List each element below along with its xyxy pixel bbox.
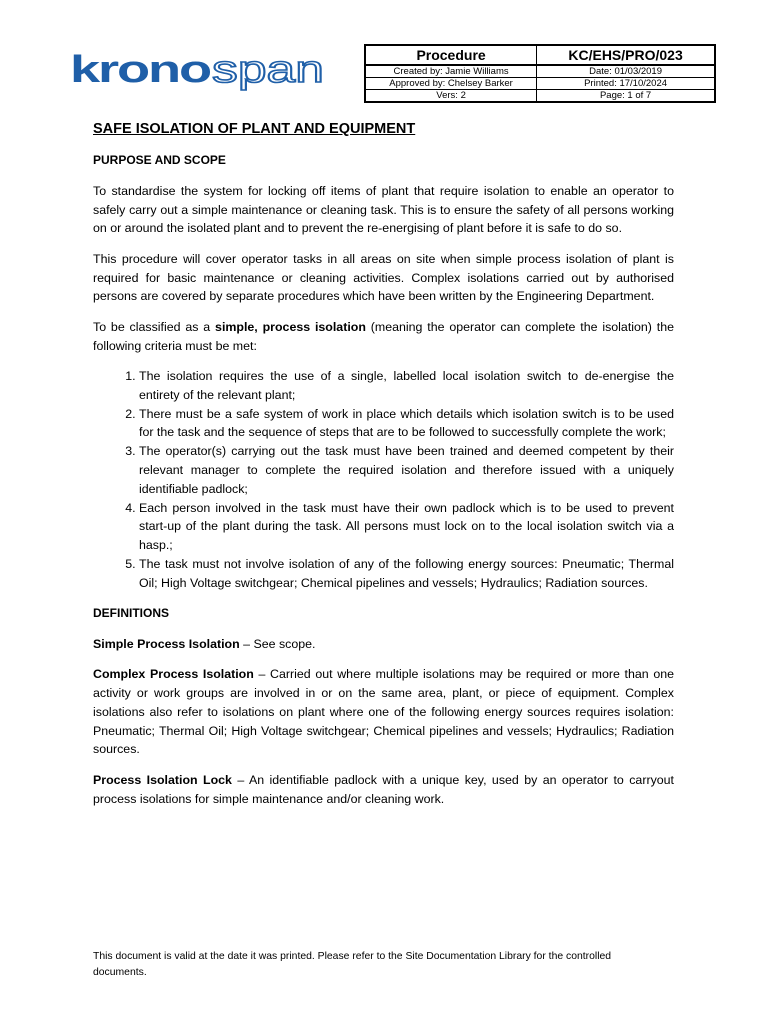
printed-date-cell: Printed: 17/10/2024 <box>537 78 715 90</box>
criteria-item: 4. Each person involved in the task must have their own padlock which is to be used to prevent start-up of the plant during the task. All persons must lock on to the local isolation switch via a hasp.; <box>139 499 674 555</box>
definition-item <box>93 635 674 654</box>
para3-text-pre: To be classified as a <box>93 319 216 334</box>
purpose-paragraph-1: To standardise the system for locking off items of plant that require isolation to enable an operator to safely carry out a simple maintenance or cleaning task. This is to ensure the safety of all persons working on or around the isolated plant and to prevent the re-energising of plant before it is safe to do so. <box>93 183 674 236</box>
purpose-paragraph-3 <box>93 318 674 356</box>
document-body <box>93 119 674 820</box>
doc-code-cell: KC/EHS/PRO/023 <box>537 45 715 65</box>
definition-text: – An identifiable padlock with a unique key, used by an operator to carryout process isolations for simple maintenance and/or cleaning work. <box>93 772 674 806</box>
para3-text-post: (meaning the operator can complete the isolation) the following criteria must be met: <box>93 319 674 353</box>
criteria-list <box>93 367 674 593</box>
criteria-item: 1. The isolation requires the use of a single, labelled local isolation switch to de-energise the entirety of the relevant plant; <box>139 367 674 405</box>
definition-text: – Carried out where multiple isolations may be required or more than one activity or work groups are involved in or on the same area, plant, or piece of equipment. Complex isolations also refer to isolations on plant where one of the following energy sources requires isolation: Pneumatic; Thermal Oil; High Voltage switchgear; Chemical pipelines and vessels; Hydraulics; Radiation sources. <box>93 667 675 757</box>
definition-item <box>93 665 674 759</box>
definition-term: Simple Process Isolation <box>93 636 240 651</box>
purpose-heading: PURPOSE AND SCOPE <box>93 153 226 167</box>
definition-term: Process Isolation Lock <box>93 772 232 787</box>
definition-item <box>93 771 674 809</box>
date-cell: Date: 01/03/2019 <box>537 65 715 78</box>
criteria-item: 2. There must be a safe system of work in place which details which isolation switch is to be used for the task and the sequence of steps that are to be followed to successfully complete the work; <box>139 405 674 443</box>
created-by-cell: Created by: Jamie Williams <box>365 65 537 78</box>
criteria-item: 3. The operator(s) carrying out the task must have been trained and deemed competent by their relevant manager to complete the required isolation and therefore issued with a uniquely identifiable padlock; <box>139 442 674 498</box>
para3-text-bold: simple, process isolation <box>215 319 366 334</box>
definition-text: – See scope. <box>239 636 316 651</box>
purpose-paragraph-2: This procedure will cover operator tasks in all areas on site when simple process isolation of plant is required for basic maintenance or cleaning activities. Complex isolations carried out by authorised persons are covered by separate procedures which have been written by the Engineering Department. <box>93 251 674 304</box>
page-number-cell: Page: 1 of 7 <box>537 90 715 103</box>
criteria-item: 5. The task must not involve isolation of any of the following energy sources: Pneumatic; Thermal Oil; High Voltage switchgear; Chemical pipelines and vessels; Hydraulics; Radiation sources. <box>139 555 674 593</box>
document-header-table <box>364 44 716 103</box>
document-footer: This document is valid at the date it was printed. Please refer to the Site Documentation Library for the controlled documents. <box>93 951 612 978</box>
document-title: SAFE ISOLATION OF PLANT AND EQUIPMENT <box>93 121 416 137</box>
approved-by-cell: Approved by: Chelsey Barker <box>365 78 537 90</box>
svg-text:krono: krono <box>70 52 211 91</box>
kronospan-logo <box>70 52 326 98</box>
definitions-heading: DEFINITIONS <box>93 606 170 621</box>
doc-type-cell: Procedure <box>365 45 537 65</box>
definition-term: Complex Process Isolation <box>93 667 254 682</box>
svg-text:span: span <box>212 52 324 91</box>
version-cell: Vers: 2 <box>365 90 537 103</box>
